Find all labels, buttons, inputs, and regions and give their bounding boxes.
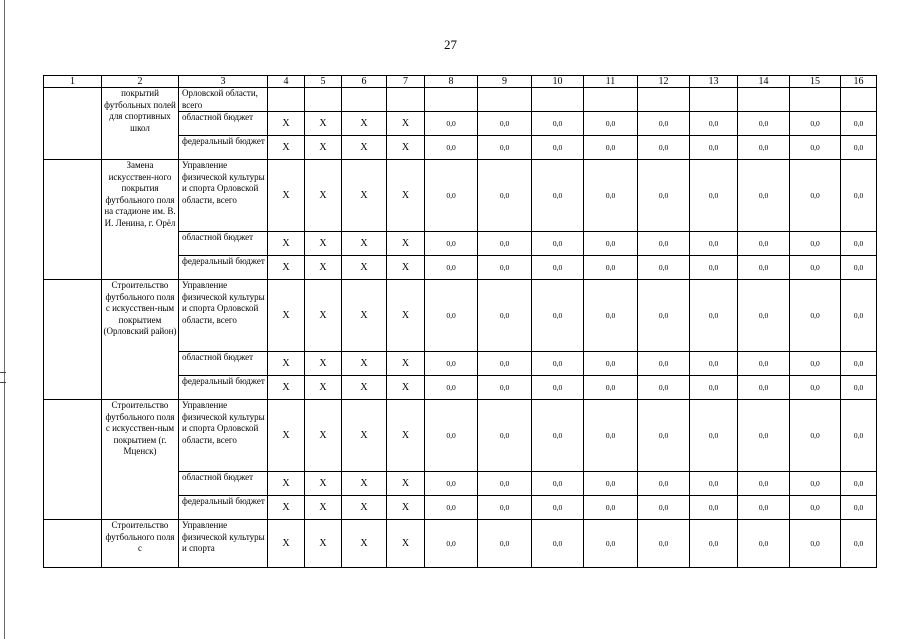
value-cell: 0,0 [638,496,690,520]
value-cell: 0,0 [790,496,841,520]
value-cell: 0,0 [738,136,790,160]
value-cell: 0,0 [584,472,638,496]
mark-cell: Х [268,232,305,256]
value-cell: 0,0 [790,256,841,280]
row-number-cell [44,88,102,160]
event-description: покрытий футбольных полей для спортивных школ [102,88,179,160]
value-cell: 0,0 [425,160,478,232]
value-cell: 0,0 [638,112,690,136]
value-cell: 0,0 [841,280,877,352]
value-cell: 0,0 [584,232,638,256]
funding-source: Управление физической культуры и спорта Орловской области, всего [179,160,268,232]
mark-cell: Х [342,376,387,400]
funding-source: федеральный бюджет [179,376,268,400]
value-cell: 0,0 [790,112,841,136]
funding-source: областной бюджет [179,352,268,376]
value-cell: 0,0 [425,136,478,160]
value-cell: 0,0 [584,376,638,400]
value-cell: 0,0 [790,136,841,160]
value-cell: 0,0 [638,472,690,496]
mark-cell: Х [268,472,305,496]
value-cell: 0,0 [638,520,690,568]
mark-cell: Х [305,376,342,400]
value-cell: 0,0 [478,376,532,400]
value-cell: 0,0 [425,232,478,256]
funding-source: федеральный бюджет [179,136,268,160]
funding-source: федеральный бюджет [179,256,268,280]
value-cell: 0,0 [790,280,841,352]
mark-cell: Х [342,112,387,136]
mark-cell: Х [387,280,425,352]
value-cell: 0,0 [690,376,738,400]
row-number-cell [44,400,102,520]
value-cell: 0,0 [532,112,584,136]
value-cell: 0,0 [738,496,790,520]
value-cell: 0,0 [532,496,584,520]
value-cell: 0,0 [690,112,738,136]
value-cell [532,88,584,112]
value-cell: 0,0 [425,280,478,352]
mark-cell [387,88,425,112]
value-cell: 0,0 [790,376,841,400]
header-row [44,76,877,88]
mark-cell: Х [387,520,425,568]
value-cell: 0,0 [690,520,738,568]
value-cell: 0,0 [790,520,841,568]
value-cell: 0,0 [532,520,584,568]
page-number: 27 [444,37,457,52]
mark-cell: Х [342,256,387,280]
mark-cell: Х [268,376,305,400]
value-cell: 0,0 [638,232,690,256]
value-cell: 0,0 [532,136,584,160]
value-cell: 0,0 [584,112,638,136]
value-cell: 0,0 [478,136,532,160]
event-description: Строительство футбольного поля с искусствен-ным покрытием (Орловский район) [102,280,179,400]
value-cell [841,88,877,112]
value-cell: 0,0 [841,496,877,520]
mark-cell: Х [305,472,342,496]
value-cell: 0,0 [738,232,790,256]
value-cell: 0,0 [478,472,532,496]
value-cell: 0,0 [638,376,690,400]
value-cell: 0,0 [790,352,841,376]
value-cell: 0,0 [478,160,532,232]
value-cell: 0,0 [584,400,638,472]
value-cell: 0,0 [841,520,877,568]
value-cell: 0,0 [841,256,877,280]
mark-cell: Х [387,400,425,472]
value-cell: 0,0 [841,232,877,256]
mark-cell: Х [342,520,387,568]
column-header: 3 [179,76,268,88]
row-number-cell [44,160,102,280]
column-header: 9 [478,76,532,88]
value-cell: 0,0 [584,280,638,352]
mark-cell: Х [387,352,425,376]
value-cell: 0,0 [532,232,584,256]
value-cell: 0,0 [738,160,790,232]
value-cell: 0,0 [532,280,584,352]
value-cell: 0,0 [790,472,841,496]
mark-cell: Х [268,256,305,280]
value-cell: 0,0 [738,112,790,136]
mark-cell [305,88,342,112]
value-cell: 0,0 [790,232,841,256]
value-cell: 0,0 [790,400,841,472]
value-cell: 0,0 [425,376,478,400]
mark-cell: Х [305,400,342,472]
mark-cell: Х [305,256,342,280]
column-header: 13 [690,76,738,88]
value-cell: 0,0 [638,352,690,376]
column-header: 8 [425,76,478,88]
mark-cell: Х [387,160,425,232]
mark-cell [342,88,387,112]
table-row [44,280,877,352]
value-cell [738,88,790,112]
value-cell: 0,0 [425,472,478,496]
value-cell: 0,0 [584,136,638,160]
value-cell: 0,0 [532,376,584,400]
column-header: 16 [841,76,877,88]
value-cell: 0,0 [738,280,790,352]
column-header: 4 [268,76,305,88]
column-header: 1 [44,76,102,88]
value-cell: 0,0 [478,280,532,352]
table-row [44,520,877,568]
value-cell: 0,0 [738,352,790,376]
table-body [44,88,877,568]
value-cell: 0,0 [690,400,738,472]
mark-cell: Х [268,520,305,568]
funding-source: федеральный бюджет [179,496,268,520]
value-cell: 0,0 [425,520,478,568]
value-cell: 0,0 [738,520,790,568]
value-cell: 0,0 [690,280,738,352]
mark-cell: Х [387,112,425,136]
column-header: 11 [584,76,638,88]
value-cell: 0,0 [690,136,738,160]
table-row [44,400,877,472]
mark-cell: Х [342,496,387,520]
funding-source: Управление физической культуры и спорта Орловской области, всего [179,400,268,472]
mark-cell [268,88,305,112]
mark-cell: Х [387,472,425,496]
value-cell: 0,0 [478,352,532,376]
value-cell: 0,0 [478,520,532,568]
mark-cell: Х [268,136,305,160]
column-header: 10 [532,76,584,88]
value-cell: 0,0 [738,472,790,496]
value-cell: 0,0 [638,400,690,472]
value-cell: 0,0 [584,352,638,376]
value-cell: 0,0 [738,376,790,400]
value-cell: 0,0 [690,232,738,256]
value-cell: 0,0 [425,352,478,376]
funding-source: Орловской области, всего [179,88,268,112]
value-cell: 0,0 [841,472,877,496]
value-cell [638,88,690,112]
mark-cell: Х [268,400,305,472]
mark-cell: Х [268,352,305,376]
mark-cell: Х [342,352,387,376]
mark-cell: Х [305,496,342,520]
row-number-cell [44,520,102,568]
value-cell [584,88,638,112]
mark-cell: Х [342,136,387,160]
mark-cell: Х [342,400,387,472]
value-cell: 0,0 [841,112,877,136]
mark-cell: Х [268,280,305,352]
column-header: 5 [305,76,342,88]
mark-cell: Х [342,160,387,232]
column-header: 15 [790,76,841,88]
column-header: 12 [638,76,690,88]
value-cell [478,88,532,112]
value-cell: 0,0 [425,496,478,520]
value-cell: 0,0 [638,280,690,352]
value-cell: 0,0 [425,112,478,136]
value-cell: 0,0 [532,472,584,496]
mark-cell: Х [387,256,425,280]
value-cell: 0,0 [638,136,690,160]
value-cell: 0,0 [638,160,690,232]
page-left-edge [4,0,5,639]
value-cell: 0,0 [425,400,478,472]
value-cell: 0,0 [478,256,532,280]
column-header: 14 [738,76,790,88]
funding-source: Управление физической культуры и спорта Орловской области, всего [179,280,268,352]
mark-cell: Х [387,376,425,400]
mark-cell: Х [342,280,387,352]
value-cell: 0,0 [790,160,841,232]
column-header: 6 [342,76,387,88]
value-cell: 0,0 [690,472,738,496]
value-cell [790,88,841,112]
value-cell: 0,0 [738,400,790,472]
value-cell: 0,0 [478,496,532,520]
mark-cell: Х [305,112,342,136]
mark-cell: Х [387,136,425,160]
funding-source: областной бюджет [179,112,268,136]
mark-cell: Х [305,136,342,160]
column-header: 7 [387,76,425,88]
value-cell: 0,0 [584,496,638,520]
budget-table [43,75,877,568]
value-cell: 0,0 [478,400,532,472]
event-description: Строительство футбольного поля с [102,520,179,568]
mark-cell: Х [305,280,342,352]
value-cell: 0,0 [841,376,877,400]
value-cell: 0,0 [738,256,790,280]
value-cell: 0,0 [841,160,877,232]
mark-cell: Х [305,520,342,568]
mark-cell: Х [268,112,305,136]
value-cell: 0,0 [425,256,478,280]
table-row [44,88,877,112]
event-description: Строительство футбольного поля с искусствен-ным покрытием (г. Мценск) [102,400,179,520]
value-cell: 0,0 [841,352,877,376]
mark-cell: Х [387,232,425,256]
value-cell: 0,0 [638,256,690,280]
value-cell: 0,0 [584,160,638,232]
event-description: Замена искусствен-ного покрытия футбольного поля на стадионе им. В. И. Ленина, г. Орёл [102,160,179,280]
funding-source: Управление физической культуры и спорта [179,520,268,568]
funding-source: областной бюджет [179,472,268,496]
value-cell: 0,0 [532,400,584,472]
mark-cell: Х [387,496,425,520]
value-cell: 0,0 [532,160,584,232]
mark-cell: Х [342,232,387,256]
value-cell: 0,0 [690,352,738,376]
value-cell: 0,0 [584,520,638,568]
funding-source: областной бюджет [179,232,268,256]
mark-cell: Х [268,160,305,232]
column-header: 2 [102,76,179,88]
value-cell: 0,0 [532,256,584,280]
row-number-cell [44,280,102,400]
value-cell: 0,0 [841,400,877,472]
value-cell: 0,0 [690,496,738,520]
mark-cell: Х [305,232,342,256]
value-cell: 0,0 [690,256,738,280]
value-cell: 0,0 [690,160,738,232]
value-cell: 0,0 [584,256,638,280]
table-row [44,160,877,232]
mark-cell: Х [305,160,342,232]
margin-tick [0,382,6,383]
value-cell [690,88,738,112]
margin-tick [0,372,6,373]
value-cell: 0,0 [478,112,532,136]
mark-cell: Х [342,472,387,496]
value-cell: 0,0 [478,232,532,256]
mark-cell: Х [268,496,305,520]
mark-cell: Х [305,352,342,376]
value-cell: 0,0 [841,136,877,160]
value-cell: 0,0 [532,352,584,376]
value-cell [425,88,478,112]
